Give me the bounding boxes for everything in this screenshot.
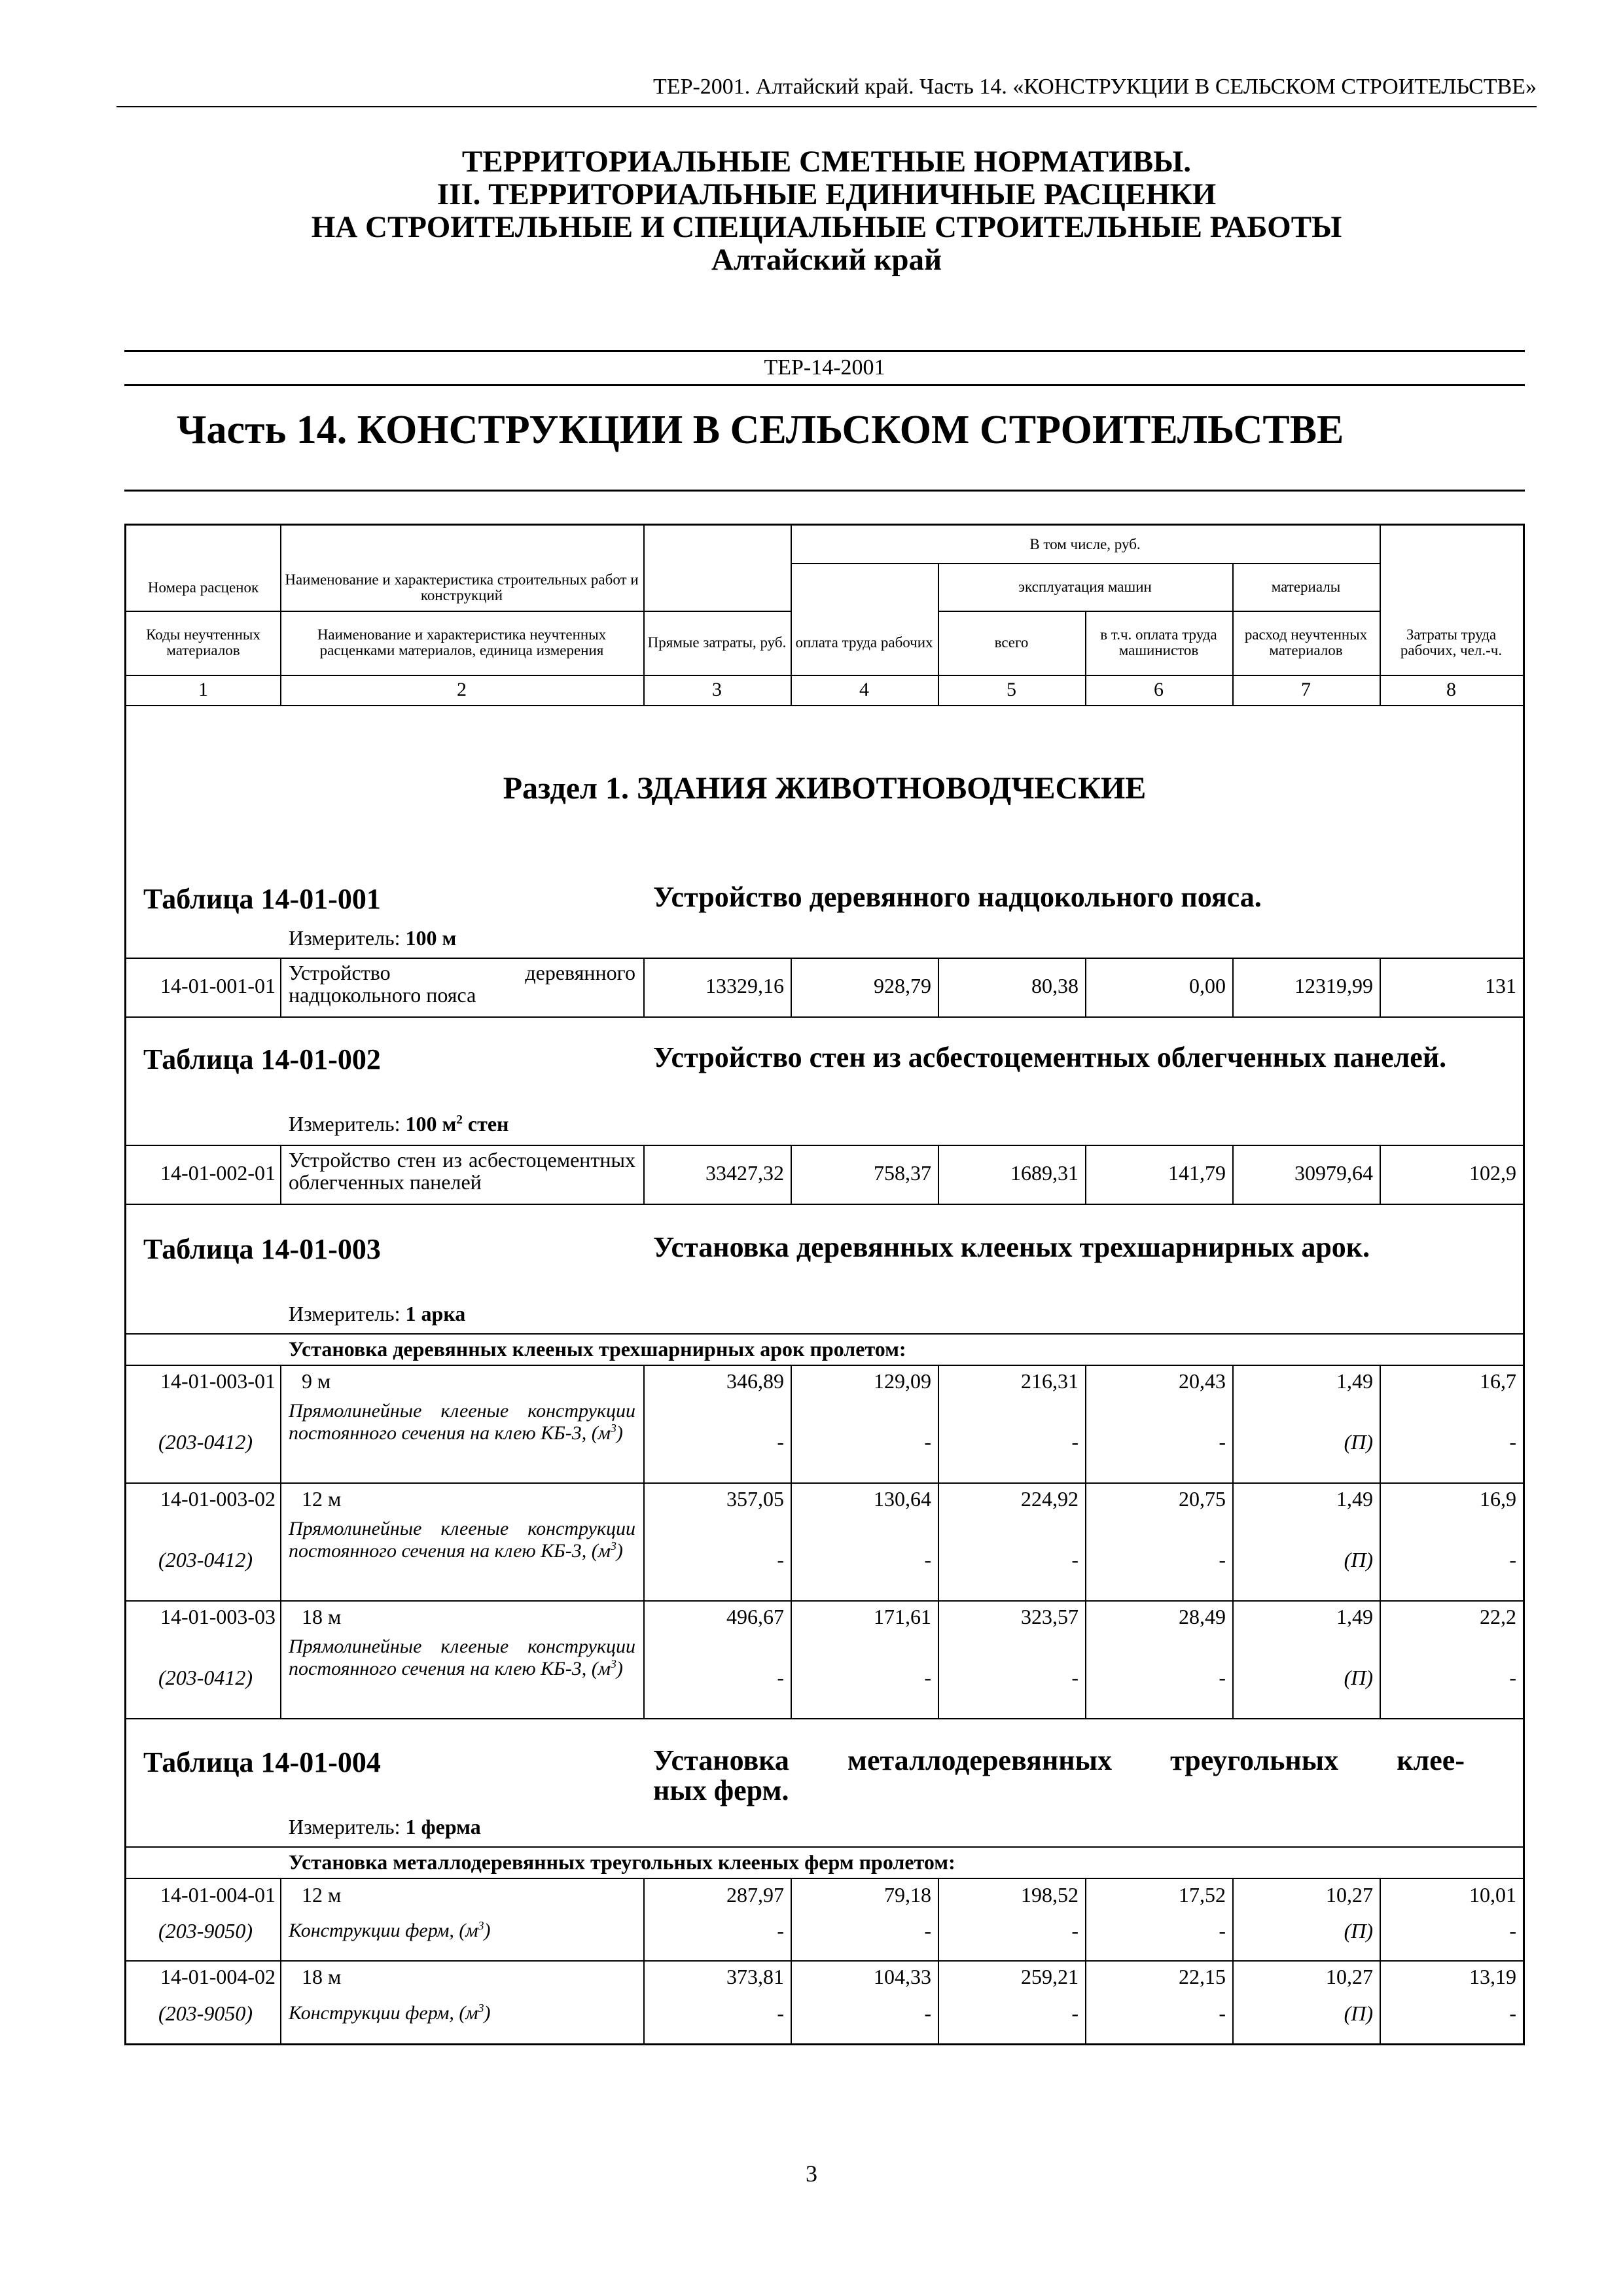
machines-total: 224,92 — [1021, 1487, 1079, 1511]
column-number: 6 — [1154, 679, 1164, 700]
rate-code: 14-01-003-02 — [160, 1487, 276, 1511]
machinist-pay: 17,52 — [1179, 1883, 1226, 1907]
direct-costs: 496,67 — [726, 1605, 784, 1628]
labor-hours: 13,19 — [1469, 1965, 1516, 1988]
document-code: ТЕР-14-2001 — [764, 355, 885, 380]
material-description: Конструкции ферм, $(м^3)$ — [289, 1919, 491, 1941]
labor-hours: 131 — [1485, 974, 1516, 997]
materials-cost: 12319,99 — [1294, 974, 1373, 997]
material-description: Прямолинейные клееные конструкции постоянного сечения на клею КБ-3, $(м^3)$ — [289, 1400, 635, 1444]
direct-costs: 346,89 — [726, 1369, 784, 1393]
direct-costs: 357,05 — [726, 1487, 784, 1511]
grid-line — [126, 1016, 1523, 1018]
labor-pay: - — [924, 1666, 931, 1689]
labor-pay: 79,18 — [884, 1883, 931, 1907]
direct-costs: - — [777, 1548, 784, 1571]
machinist-pay: - — [1219, 1430, 1226, 1454]
labor-hours: - — [1509, 1666, 1516, 1689]
labor-pay: 928,79 — [874, 974, 931, 997]
table-label: Таблица 14-01-001 — [143, 883, 381, 915]
machinist-pay: 28,49 — [1179, 1605, 1226, 1628]
labor-hours: - — [1509, 2001, 1516, 2025]
measure: Измеритель: 1 арка — [289, 1302, 466, 1325]
material-description: Прямолинейные клееные конструкции постоянного сечения на клею КБ-3, $(м^3)$ — [289, 1518, 635, 1562]
direct-costs: - — [777, 1919, 784, 1943]
labor-hours: 22,2 — [1480, 1605, 1516, 1628]
labor-pay: - — [924, 1919, 931, 1943]
column-number: 2 — [457, 679, 467, 700]
span-description: 18 м — [302, 1605, 342, 1628]
machinist-pay: 0,00 — [1189, 974, 1226, 997]
materials-cost: 1,49 — [1336, 1369, 1373, 1393]
rate-code: 14-01-003-03 — [160, 1605, 276, 1628]
column-number: 7 — [1301, 679, 1311, 700]
materials-cost: (П) — [1344, 1666, 1373, 1689]
grid-line — [126, 705, 1523, 706]
materials-cost: 1,49 — [1336, 1605, 1373, 1628]
machinist-pay: 22,15 — [1179, 1965, 1226, 1988]
work-description: Устройство стен из асбестоцементных облегченных панелей — [289, 1148, 635, 1194]
direct-costs: 33427,32 — [705, 1161, 784, 1185]
grid-line — [280, 958, 281, 1016]
materials-cost: (П) — [1344, 2001, 1373, 2025]
machines-total: 259,21 — [1021, 1965, 1079, 1988]
divider — [124, 490, 1525, 492]
materials-cost: 10,27 — [1326, 1965, 1373, 1988]
running-head: ТЕР-2001. Алтайский край. Часть 14. «КОНСТРУКЦИИ В СЕЛЬСКОМ СТРОИТЕЛЬСТВЕ» — [653, 75, 1537, 99]
labor-hours: - — [1509, 1919, 1516, 1943]
header-col2-top: Наименование и характеристика строительных работ и конструкций — [285, 571, 639, 603]
material-code: (203-0412) — [158, 1548, 253, 1571]
grid-line — [126, 1846, 1523, 1848]
grid-line — [938, 1365, 939, 1718]
section-title: Раздел 1. ЗДАНИЯ ЖИВОТНОВОДЧЕСКИЕ — [503, 771, 1147, 806]
direct-costs: 373,81 — [726, 1965, 784, 1988]
machines-total: - — [1071, 1430, 1079, 1454]
grid-line — [126, 958, 1523, 959]
labor-pay: - — [924, 1430, 931, 1454]
materials-cost: 30979,64 — [1294, 1161, 1373, 1185]
header-col5: всего — [994, 634, 1029, 651]
table-name: Установка деревянных клееных трехшарнирных арок. — [653, 1231, 1370, 1263]
machinist-pay: - — [1219, 2001, 1226, 2025]
labor-pay: - — [924, 1548, 931, 1571]
machinist-pay: - — [1219, 1548, 1226, 1571]
grid-line — [126, 1718, 1523, 1719]
column-number: 4 — [859, 679, 869, 700]
labor-pay: 130,64 — [874, 1487, 931, 1511]
title-line: Алтайский край — [711, 243, 942, 277]
measure: Измеритель: 100 $м^2$ стен — [289, 1112, 509, 1136]
part-title: Часть 14. КОНСТРУКЦИИ В СЕЛЬСКОМ СТРОИТЕЛЬСТВЕ — [177, 408, 1344, 452]
column-number: 3 — [712, 679, 722, 700]
machinist-pay: 141,79 — [1168, 1161, 1226, 1185]
labor-pay: 104,33 — [874, 1965, 931, 1988]
grid-line — [1085, 1365, 1086, 1718]
rate-code: 14-01-004-02 — [160, 1965, 276, 1988]
table-label: Таблица 14-01-003 — [143, 1233, 381, 1265]
header-machines: эксплуатация машин — [1018, 578, 1152, 595]
column-number: 8 — [1446, 679, 1456, 700]
header-col7: расход неучтенных материалов — [1244, 626, 1368, 658]
table-label: Таблица 14-01-002 — [143, 1043, 381, 1075]
labor-hours: 16,7 — [1480, 1369, 1516, 1393]
machines-total: 198,52 — [1021, 1883, 1079, 1907]
divider — [124, 384, 1525, 386]
material-code: (203-9050) — [158, 2001, 253, 2025]
table-name: Устройство стен из асбестоцементных облегченных панелей. — [653, 1041, 1447, 1073]
rate-code: 14-01-004-01 — [160, 1883, 276, 1907]
direct-costs: - — [777, 1666, 784, 1689]
column-number: 5 — [1007, 679, 1016, 700]
grid-line — [126, 1482, 1523, 1484]
direct-costs: 13329,16 — [705, 974, 784, 997]
machines-total: 323,57 — [1021, 1605, 1079, 1628]
direct-costs: 287,97 — [726, 1883, 784, 1907]
grid-line — [280, 1365, 281, 1718]
material-code: (203-0412) — [158, 1666, 253, 1689]
direct-costs: - — [777, 1430, 784, 1454]
header-rule — [116, 106, 1537, 107]
span-description: 12 м — [302, 1883, 342, 1907]
title-line: НА СТРОИТЕЛЬНЫЕ И СПЕЦИАЛЬНЫЕ СТРОИТЕЛЬНЫЕ РАБОТЫ — [311, 210, 1342, 244]
subheading: Установка деревянных клееных трехшарнирных арок пролетом: — [289, 1337, 906, 1361]
labor-hours: 102,9 — [1469, 1161, 1516, 1185]
grid-line — [126, 1600, 1523, 1602]
grid-line — [126, 1878, 1523, 1879]
grid-line — [126, 1365, 1523, 1366]
machinist-pay: - — [1219, 1919, 1226, 1943]
labor-hours: - — [1509, 1548, 1516, 1571]
document-title — [116, 145, 1537, 276]
table-label: Таблица 14-01-004 — [143, 1746, 381, 1778]
machines-total: - — [1071, 2001, 1079, 2025]
title-line: III. ТЕРРИТОРИАЛЬНЫЕ ЕДИНИЧНЫЕ РАСЦЕНКИ — [437, 177, 1217, 211]
measure: Измеритель: 100 м — [289, 926, 457, 950]
material-description: Конструкции ферм, $(м^3)$ — [289, 2001, 491, 2024]
material-code: (203-9050) — [158, 1919, 253, 1943]
grid-line — [791, 1365, 792, 1718]
table-name-line: Установка металлодеревянных треугольных клее- — [653, 1744, 1465, 1776]
rate-code: 14-01-001-01 — [160, 974, 276, 997]
machinist-pay: 20,43 — [1179, 1369, 1226, 1393]
grid-line — [126, 1333, 1523, 1335]
materials-cost: (П) — [1344, 1919, 1373, 1943]
materials-cost: (П) — [1344, 1430, 1373, 1454]
grid-line — [1232, 1365, 1234, 1718]
grid-line — [1380, 1365, 1381, 1718]
header-col1-bottom: Коды неучтенных материалов — [146, 626, 260, 658]
machines-total: 216,31 — [1021, 1369, 1079, 1393]
machines-total: - — [1071, 1548, 1079, 1571]
labor-pay: 171,61 — [874, 1605, 931, 1628]
header-col4: оплата труда рабочих — [795, 634, 933, 651]
machines-total: 80,38 — [1031, 974, 1079, 997]
labor-pay: - — [924, 2001, 931, 2025]
materials-cost: 1,49 — [1336, 1487, 1373, 1511]
table-name-line: ных ферм. — [653, 1774, 789, 1806]
header-col8: Затраты труда рабочих, чел.-ч. — [1400, 626, 1503, 658]
labor-hours: 16,9 — [1480, 1487, 1516, 1511]
header-col6: в т.ч. оплата труда машинистов — [1100, 626, 1217, 658]
material-description: Прямолинейные клееные конструкции постоянного сечения на клею КБ-3, $(м^3)$ — [289, 1636, 635, 1679]
machinist-pay: - — [1219, 1666, 1226, 1689]
grid-line — [126, 1204, 1523, 1205]
divider — [124, 350, 1525, 352]
rate-code: 14-01-002-01 — [160, 1161, 276, 1185]
header-materials: материалы — [1271, 578, 1341, 595]
rates-table — [124, 524, 1525, 2045]
direct-costs: - — [777, 2001, 784, 2025]
grid-line — [126, 1145, 1523, 1146]
machines-total: - — [1071, 1919, 1079, 1943]
labor-pay: 758,37 — [874, 1161, 931, 1185]
materials-cost: 10,27 — [1326, 1883, 1373, 1907]
grid-line — [643, 1365, 645, 1718]
page-number: 3 — [806, 2161, 817, 2187]
grid-line — [126, 1960, 1523, 1962]
subheading: Установка металлодеревянных треугольных клееных ферм пролетом: — [289, 1850, 955, 1874]
header-included: В том числе, руб. — [1029, 535, 1141, 552]
span-description: 12 м — [302, 1487, 342, 1511]
header-col2-bottom: Наименование и характеристика неучтенных расценками материалов, единица измерения — [317, 626, 607, 658]
machines-total: - — [1071, 1666, 1079, 1689]
title-line: ТЕРРИТОРИАЛЬНЫЕ СМЕТНЫЕ НОРМАТИВЫ. — [461, 145, 1192, 179]
table-name: Устройство деревянного надцокольного пояса. — [653, 881, 1262, 913]
work-description: Устройство деревянного надцокольного пояса — [289, 961, 635, 1007]
column-number: 1 — [198, 679, 208, 700]
measure: Измеритель: 1 ферма — [289, 1815, 481, 1839]
header-col1-top: Номера расценок — [147, 579, 259, 596]
labor-hours: 10,01 — [1469, 1883, 1516, 1907]
grid-line — [280, 1145, 281, 1204]
material-code: (203-0412) — [158, 1430, 253, 1454]
labor-pay: 129,09 — [874, 1369, 931, 1393]
span-description: 9 м — [302, 1369, 331, 1393]
rate-code: 14-01-003-01 — [160, 1369, 276, 1393]
labor-hours: - — [1509, 1430, 1516, 1454]
machinist-pay: 20,75 — [1179, 1487, 1226, 1511]
machines-total: 1689,31 — [1010, 1161, 1079, 1185]
span-description: 18 м — [302, 1965, 342, 1988]
header-col3: Прямые затраты, руб. — [647, 634, 787, 651]
materials-cost: (П) — [1344, 1548, 1373, 1571]
